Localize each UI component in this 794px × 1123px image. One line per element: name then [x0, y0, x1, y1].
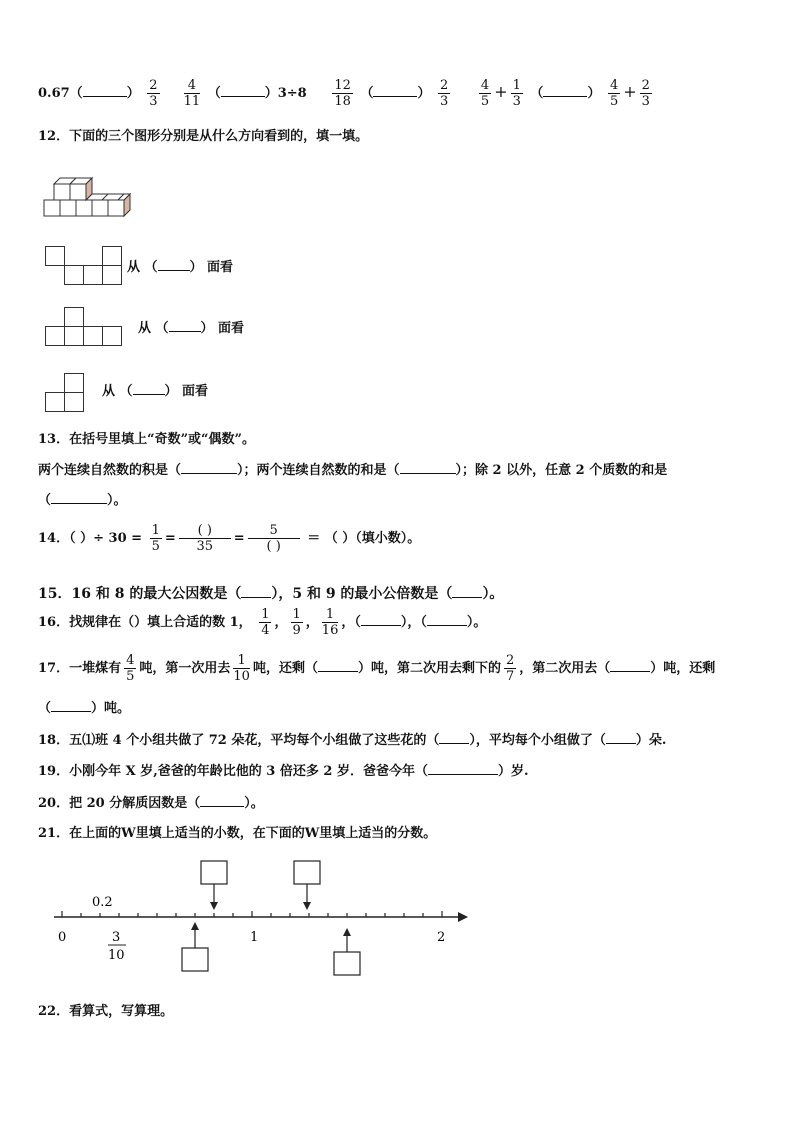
q11-frac-e2: $\frac{2}{3}$	[641, 78, 650, 109]
q11-blank-4[interactable]	[543, 96, 587, 97]
q21-box-top-1	[201, 861, 227, 884]
q11-b-right: 3÷8	[277, 86, 307, 101]
q16-frac-3: $\frac{1}{16}$	[321, 607, 339, 638]
q15-blank-2[interactable]	[452, 597, 482, 598]
q14-frac-3: $\frac{5}{( )}$	[248, 523, 300, 554]
q11-frac-c: $\frac{12}{18}$	[334, 78, 351, 109]
q12-row-2: 从 （ ） 面看	[138, 321, 245, 336]
q15-line: 15．16 和 8 的最大公因数是（ ），5 和 9 的最小公倍数是（ ）。	[38, 586, 504, 602]
q11-frac-e1: $\frac{4}{5}$	[609, 78, 619, 109]
q12-blank-3[interactable]	[133, 394, 165, 395]
q12-view-1	[45, 246, 129, 286]
q17-line-2: （ ）吨。	[38, 701, 131, 716]
q18-blank-1[interactable]	[439, 743, 469, 744]
q11-frac-a: $\frac{2}{3}$	[149, 78, 158, 109]
q12-blank-2[interactable]	[169, 331, 201, 332]
q21-label-0: 0	[58, 930, 67, 945]
q16-frac-1: $\frac{1}{4}$	[261, 607, 270, 638]
q12-prompt: 12．下面的三个图形分别是从什么方向看到的，填一填。	[38, 129, 369, 144]
q13-blank-2[interactable]	[400, 473, 456, 474]
q12-view-2	[45, 307, 125, 349]
q11-frac-c-right: $\frac{2}{3}$	[440, 78, 449, 109]
q13-prompt: 13．在括号里填上“奇数”或“偶数”。	[38, 432, 256, 447]
q17-frac-2: $\frac{1}{10}$	[233, 653, 250, 684]
q20-blank-1[interactable]	[200, 806, 244, 807]
q21-number-line	[50, 858, 490, 978]
q19-blank-1[interactable]	[428, 774, 498, 775]
q12-row-1: 从 （ ） 面看	[127, 260, 234, 275]
q21-box-top-2	[294, 861, 320, 884]
q21-box-bottom-2	[334, 952, 360, 975]
q12-view-3	[45, 373, 87, 415]
q20-line: 20．把 20 分解质因数是（ ）。	[38, 796, 264, 811]
q21-ticks	[62, 911, 442, 917]
q17-blank-1[interactable]	[318, 671, 358, 672]
q13-blank-3[interactable]	[51, 503, 107, 504]
q11-frac-d1: $\frac{4}{5}$	[480, 78, 490, 109]
q12-row-3: 从 （ ） 面看	[102, 384, 209, 399]
q14-line: 14．（ ）÷ 30 = $\frac{1}{5}$ = $\frac{( )}{35}$ = $\frac{5}{( )}$ ＝ （ ）（填小数）。	[38, 523, 421, 554]
q21-label-02: 0.2	[92, 895, 113, 910]
q15-blank-1[interactable]	[241, 597, 271, 598]
q14-frac-2: $\frac{( )}{35}$	[179, 523, 231, 554]
q22-prompt: 22．看算式，写算理。	[38, 1004, 174, 1019]
q12-3d-figure	[44, 178, 134, 223]
q13-line-1: 两个连续自然数的积是（ ）；两个连续自然数的和是（ ）；除 2 以外，任意 2 个质数的和是	[38, 463, 668, 478]
q11-blank-3[interactable]	[373, 96, 417, 97]
q21-label-1: 1	[250, 930, 259, 945]
q11-line: 0.67（ ） $\frac{2}{3}$ $\frac{4}{11}$ （ ）3÷8 $\frac{12}{18}$ （ ） $\frac{2}{3}$ $\frac{4}{5}$ + $\frac{1}{3}$ （ ） $\frac{4}{5}$ + $\frac{2}{3}$	[38, 78, 650, 109]
q18-blank-2[interactable]	[606, 743, 636, 744]
q11-blank-2[interactable]	[221, 96, 265, 97]
q19-line: 19．小刚今年 X 岁,爸爸的年龄比他的 3 倍还多 2 岁．爸爸今年（ ）岁.	[38, 764, 529, 779]
q11-a-left: 0.67	[38, 86, 70, 101]
q21-frac-den: 10	[108, 948, 125, 963]
q16-blank-1[interactable]	[361, 625, 401, 626]
q11-frac-d2: $\frac{1}{3}$	[512, 78, 521, 109]
q21-prompt: 21．在上面的W里填上适当的小数，在下面的W里填上适当的分数。	[38, 826, 437, 841]
q13-line-2: （ ）。	[38, 493, 127, 508]
q16-frac-2: $\frac{1}{9}$	[292, 607, 301, 638]
q16-blank-2[interactable]	[427, 625, 467, 626]
q13-blank-1[interactable]	[181, 473, 237, 474]
q21-box-bottom-1	[182, 948, 208, 971]
q21-frac-num: 3	[112, 930, 121, 945]
q17-frac-1: $\frac{4}{5}$	[126, 653, 135, 684]
q17-blank-2[interactable]	[610, 671, 650, 672]
q18-line: 18．五⑴班 4 个小组共做了 72 朵花，平均每个小组做了这些花的（ ），平均每个小组做了（ ）朵.	[38, 733, 667, 748]
q16-line: 16．找规律在（）填上合适的数 1， $\frac{1}{4}$ ， $\frac{1}{9}$ ， $\frac{1}{16}$ ，（ ），（ ）。	[38, 607, 487, 638]
q17-blank-3[interactable]	[51, 711, 91, 712]
q14-frac-1: $\frac{1}{5}$	[151, 523, 160, 554]
q17-line-1: 17．一堆煤有 $\frac{4}{5}$ 吨，第一次用去 $\frac{1}{10}$ 吨，还剩（ ）吨，第二次用去剩下的 $\frac{2}{7}$ ，第二次用去（ ）吨，还剩	[38, 653, 716, 684]
q17-frac-3: $\frac{2}{7}$	[505, 653, 515, 684]
q11-blank-1[interactable]	[83, 96, 127, 97]
q11-frac-b: $\frac{4}{11}$	[183, 78, 201, 109]
q21-label-2: 2	[437, 930, 446, 945]
q12-blank-1[interactable]	[158, 270, 190, 271]
